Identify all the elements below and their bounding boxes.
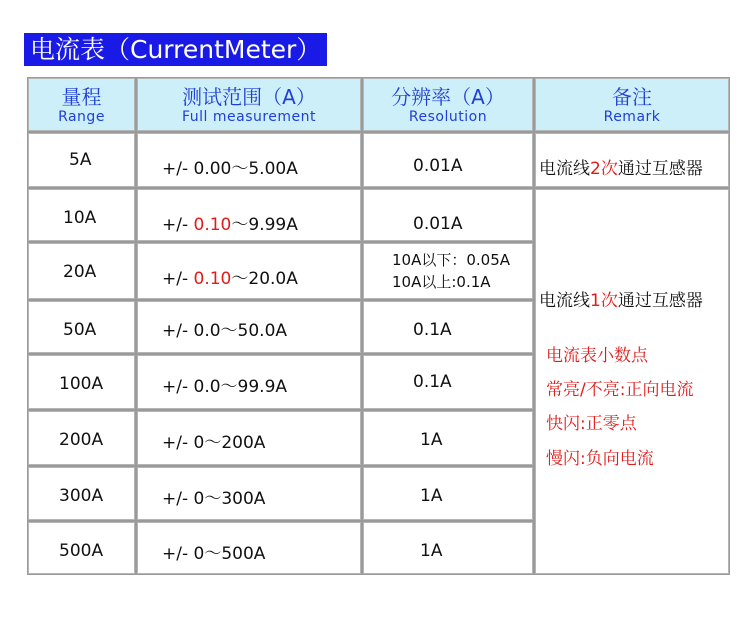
remark-part: 通过互感器 (617, 159, 703, 179)
remark-cell-merged (535, 189, 729, 574)
range-value: 100A (59, 374, 104, 394)
measurement-value (162, 210, 298, 235)
measurement-suffix: ～9.99A (231, 215, 298, 235)
resolution-line: 10A以下：0.05A (392, 251, 511, 269)
range-value: 5A (69, 150, 92, 170)
remark-text (539, 286, 703, 311)
resolution-value: 0.01A (413, 214, 463, 234)
decimal-point-note: 慢闪:负向电流 (546, 449, 654, 469)
resolution-value: 1A (420, 486, 443, 506)
header-range (28, 78, 135, 131)
measurement-value (162, 264, 298, 289)
measurement-value: +/- 0.0～50.0A (162, 321, 288, 341)
range-value: 200A (59, 430, 104, 450)
resolution-value: 0.1A (413, 320, 452, 340)
header-resolution (363, 78, 533, 131)
table-row (28, 522, 135, 574)
table-row (28, 133, 135, 187)
resolution-cell (363, 355, 533, 409)
measurement-cell (137, 133, 361, 187)
resolution-cell (363, 133, 533, 187)
measurement-value: +/- 0.00～5.00A (162, 159, 298, 179)
range-value: 50A (63, 320, 97, 340)
table-row (28, 467, 135, 520)
measurement-cell (137, 301, 361, 353)
header-label: 量程 (61, 85, 102, 109)
remark-text (539, 154, 703, 179)
measurement-prefix: +/- (162, 269, 194, 289)
resolution-cell (363, 301, 533, 353)
measurement-cell (137, 467, 361, 520)
header-sublabel: Full measurement (181, 109, 317, 125)
measurement-value: +/- 0.0～99.9A (162, 377, 288, 397)
resolution-value: 0.01A (413, 156, 463, 176)
remark-part: 通过互感器 (617, 291, 703, 311)
header-sublabel: Range (58, 109, 105, 125)
table-row (28, 411, 135, 465)
remark-highlight: 2次 (590, 159, 618, 179)
range-value: 10A (63, 208, 97, 228)
remark-highlight: 1次 (590, 291, 618, 311)
measurement-prefix: +/- (162, 215, 194, 235)
header-remark (535, 78, 729, 131)
measurement-suffix: ～20.0A (231, 269, 298, 289)
resolution-line: 10A以上:0.1A (392, 273, 491, 291)
remark-cell-5a (535, 133, 729, 187)
resolution-cell (363, 243, 533, 299)
measurement-cell (137, 355, 361, 409)
resolution-cell (363, 522, 533, 574)
spec-table (27, 77, 730, 575)
resolution-cell (363, 411, 533, 465)
header-measurement (137, 78, 361, 131)
remark-part: 电流线 (539, 291, 590, 311)
decimal-point-note: 快闪:正零点 (546, 414, 637, 434)
measurement-cell (137, 243, 361, 299)
range-value: 300A (59, 486, 104, 506)
measurement-highlight: 0.10 (193, 215, 232, 235)
table-row (28, 189, 135, 241)
measurement-value: +/- 0～200A (162, 433, 266, 453)
resolution-value: 0.1A (413, 372, 452, 392)
resolution-cell (363, 189, 533, 241)
page-title: 电流表（CurrentMeter） (24, 33, 327, 66)
measurement-cell (137, 522, 361, 574)
resolution-cell (363, 467, 533, 520)
resolution-value (392, 249, 510, 293)
measurement-value: +/- 0～300A (162, 489, 266, 509)
header-label: 分辨率（A） (391, 85, 505, 109)
decimal-point-note: 电流表小数点 (546, 346, 648, 366)
header-sublabel: Resolution (408, 109, 488, 125)
table-row (28, 301, 135, 353)
measurement-value: +/- 0～500A (162, 544, 266, 564)
measurement-cell (137, 411, 361, 465)
range-value: 20A (63, 262, 97, 282)
range-value: 500A (59, 541, 104, 561)
remark-part: 电流线 (539, 159, 590, 179)
table-row (28, 355, 135, 409)
header-label: 备注 (612, 85, 652, 109)
decimal-point-note: 常亮/不亮:正向电流 (546, 380, 694, 400)
measurement-highlight: 0.10 (193, 269, 232, 289)
table-row (28, 243, 135, 299)
resolution-value: 1A (420, 430, 443, 450)
measurement-cell (137, 189, 361, 241)
resolution-value: 1A (420, 541, 443, 561)
header-label: 测试范围（A） (182, 85, 316, 109)
header-sublabel: Remark (603, 109, 661, 125)
